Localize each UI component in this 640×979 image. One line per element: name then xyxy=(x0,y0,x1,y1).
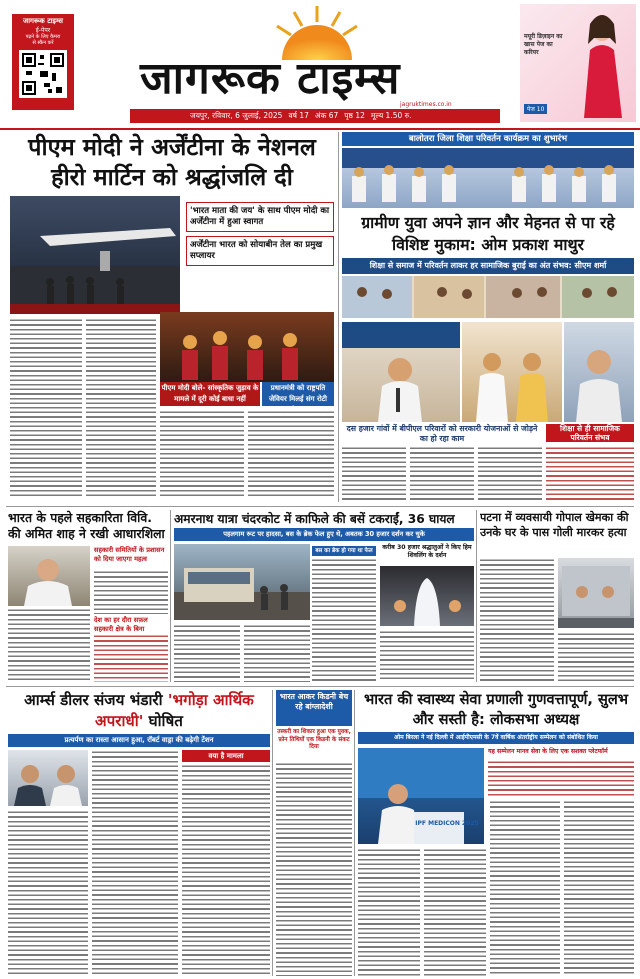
lead-headline: पीएम मोदी ने अर्जेंटीना के नेशनल हीरो मार्टिन को श्रद्धांजलि दी xyxy=(28,133,316,191)
lead-caption-left: पीएम मोदी बोले- सांस्कृतिक जुड़ाव के मामले में दूरी कोई बाधा नहीं xyxy=(160,382,260,406)
lead-story xyxy=(10,132,334,502)
bullet-text: 'भारत माता की जय' के साथ पीएम मोदी का अर्जेंटीना में हुआ स्वागत xyxy=(190,206,330,227)
event-headline: ग्रामीण युवा अपने ज्ञान और मेहनत से पा रहे विशिष्ट मुकाम: ओम प्रकाश माथुर xyxy=(361,213,615,254)
stage-banner: IPF MEDICON 2025 xyxy=(415,820,479,827)
promo-line: पढ़ने के लिए कैमरा xyxy=(25,34,61,40)
health-story xyxy=(358,690,634,976)
coop-photo xyxy=(8,546,90,606)
event-photo-portrait xyxy=(564,322,634,422)
page-badge: पेज 10 xyxy=(524,104,547,114)
pages: पृष्ठ 12 xyxy=(344,111,365,120)
health-photo xyxy=(358,748,484,844)
fashion-ad[interactable] xyxy=(520,4,636,122)
coop-headline: भारत के पहले सहकारिता विवि. की अमित शाह ने रखी आधारशिला xyxy=(8,510,165,541)
arms-headline xyxy=(8,690,270,734)
promo-line: से स्कैन करें xyxy=(32,40,54,46)
event-body-col3 xyxy=(478,446,542,502)
arms-body-col1 xyxy=(8,810,88,976)
amarnath-body-col3 xyxy=(312,558,376,682)
model-photo xyxy=(570,10,630,118)
amarnath-headline: अमरनाथ यात्रा चंदरकोट में काफिले की बसें टकराईं, 36 घायल xyxy=(174,512,455,526)
arms-body-col2 xyxy=(92,750,178,976)
lead-bullets xyxy=(186,202,334,266)
coop-side2: देश का हर दौरा सफ़ल सहकारी क्षेत्र के बिना xyxy=(94,616,148,633)
arms-subbar: प्रत्यर्पण का रास्ता आसान हुआ, रॉबर्ट वाड्रा की बढ़ेगी टेंशन xyxy=(8,734,270,747)
event-body-col2 xyxy=(410,446,474,502)
health-body-col2 xyxy=(424,848,486,976)
lead-bullet xyxy=(186,236,334,266)
masthead xyxy=(0,0,640,130)
arms-headline-a: आर्म्स डीलर संजय भंडारी xyxy=(24,691,168,709)
event-body-col1 xyxy=(342,446,406,502)
arms-story xyxy=(8,690,270,976)
year: वर्ष 17 xyxy=(288,111,309,120)
arms-box: वया है मामला xyxy=(182,750,270,762)
edition-date: जयपुर, रविवार, 6 जुलाई, 2025 xyxy=(190,111,283,120)
lead-photo-plane xyxy=(10,196,180,314)
coop-body-col3 xyxy=(94,634,168,682)
patna-body-col1 xyxy=(480,558,554,682)
health-quote: यह सम्मेलन मानव सेवा के लिए एक सशक्त प्लेटफॉर्म xyxy=(488,748,608,755)
bullet-text: अर्जेंटीना भारत को सोयाबीन तेल का प्रमुख सप्लायर xyxy=(190,240,323,261)
event-photo-mic xyxy=(342,322,460,422)
price: मूल्य 1.50 रु. xyxy=(370,111,412,120)
lead-body-col3 xyxy=(160,410,244,498)
event-subhead: शिक्षा से समाज में परिवर्तन लाकर हर सामाजिक बुराई का अंत संभव: सीएम शर्मा xyxy=(342,258,634,274)
amarnath-body-col2 xyxy=(244,624,310,682)
arms-headline-c: घोषित xyxy=(143,712,183,730)
amarnath-body-col4 xyxy=(380,630,474,682)
event-sub-left: दस हजार गांवों में बीपीएल परिवारों को सरकारी योजनाओं से जोड़ने का हो रहा काम xyxy=(346,424,538,443)
event-banner: बालोतरा जिला शिक्षा परिवर्तन कार्यक्रम का शुभारंभ xyxy=(342,132,634,146)
kidney-headline: भारत आकर किडनी बेच रहे बांग्लादेशी xyxy=(276,690,352,726)
lead-body-col2 xyxy=(86,318,156,498)
epaper-promo xyxy=(12,14,74,110)
event-sub-right: शिक्षा से ही सामाजिक परिवर्तन संभव xyxy=(546,424,634,442)
date-strip xyxy=(130,109,500,123)
ad-text: मयूरी डिज़ाइन का खास पेज का करियर xyxy=(524,33,563,56)
patna-photo xyxy=(558,558,634,628)
promo-line: ई-पेपर xyxy=(35,27,51,34)
amarnath-cap-right: करीब 30 हजार श्रद्धालुओं ने किए हिम शिवलिंग के दर्शन xyxy=(382,544,472,559)
amarnath-cap-left: बस का ब्रेक हो गया था फेल xyxy=(312,546,376,556)
issue: अंक 67 xyxy=(314,111,339,120)
health-body-col1 xyxy=(358,848,420,976)
amarnath-photo-bus xyxy=(174,544,310,620)
event-photo-row xyxy=(342,276,634,318)
qr-code-icon[interactable] xyxy=(19,50,67,98)
lead-bullet xyxy=(186,202,334,232)
event-body-col4 xyxy=(546,446,634,502)
event-story xyxy=(342,132,634,504)
coop-side1: सहकारी समितियों के प्रशासन को दिया जाएगा महत्व xyxy=(94,546,165,563)
amarnath-story xyxy=(174,510,474,682)
lead-body-col1 xyxy=(10,318,82,498)
promo-line: जागरूक टाइम्स xyxy=(23,17,63,25)
kidney-sub: तस्करी का शिकार हुआ एक युवक, फ़ोन तिथियों एक किडनी के संकट दिया xyxy=(277,729,351,750)
arms-photo xyxy=(8,750,88,806)
patna-story xyxy=(480,510,634,682)
patna-headline: पटना में व्यवसायी गोपाल खेमका की उनके घर के पास गोली मारकर हत्या xyxy=(480,511,629,539)
arms-body-col3 xyxy=(182,764,270,976)
coop-story xyxy=(8,510,168,682)
kidney-story xyxy=(276,690,352,976)
lead-caption-right: प्रधानमंत्री को राष्ट्रपति जेवियर मिलई संग रोटी xyxy=(262,382,334,406)
patna-body-col2 xyxy=(558,632,634,682)
amarnath-photo-shivling xyxy=(380,566,474,626)
health-body-col3 xyxy=(490,800,560,976)
coop-body-col1 xyxy=(8,608,90,682)
health-headline: भारत की स्वास्थ्य सेवा प्रणाली गुणवत्तापूर्ण, सुलभ और सस्ती है: लोकसभा अध्यक्ष xyxy=(363,691,629,728)
coop-body-col2 xyxy=(94,570,168,614)
health-body-col4 xyxy=(564,800,634,976)
amarnath-body-col1 xyxy=(174,624,240,682)
lead-body-col4 xyxy=(248,410,334,498)
website[interactable]: jagruktimes.co.in xyxy=(400,101,452,108)
event-photo-felicitation xyxy=(462,322,562,422)
lead-photo-dance xyxy=(160,312,334,382)
newspaper-title: जागरूक टाइम्स xyxy=(140,53,401,104)
health-body-col0 xyxy=(488,760,634,796)
amarnath-subbar: पहलगाम रूट पर हादसा, बस के ब्रेक फेल हुए थे, अबतक 30 हजार दर्शन कर चुके xyxy=(174,528,474,541)
health-bar: ओम बिरला ने नई दिल्ली में आईपीएमसी के 7वें वार्षिक अंतर्राष्ट्रीय सम्मेलन को संबोधित किया xyxy=(358,732,634,744)
kidney-body xyxy=(276,762,352,976)
event-photo-stage xyxy=(342,148,634,208)
arms-headline-b: 'भगोड़ा आर्थिक अपराधी' xyxy=(95,691,254,730)
